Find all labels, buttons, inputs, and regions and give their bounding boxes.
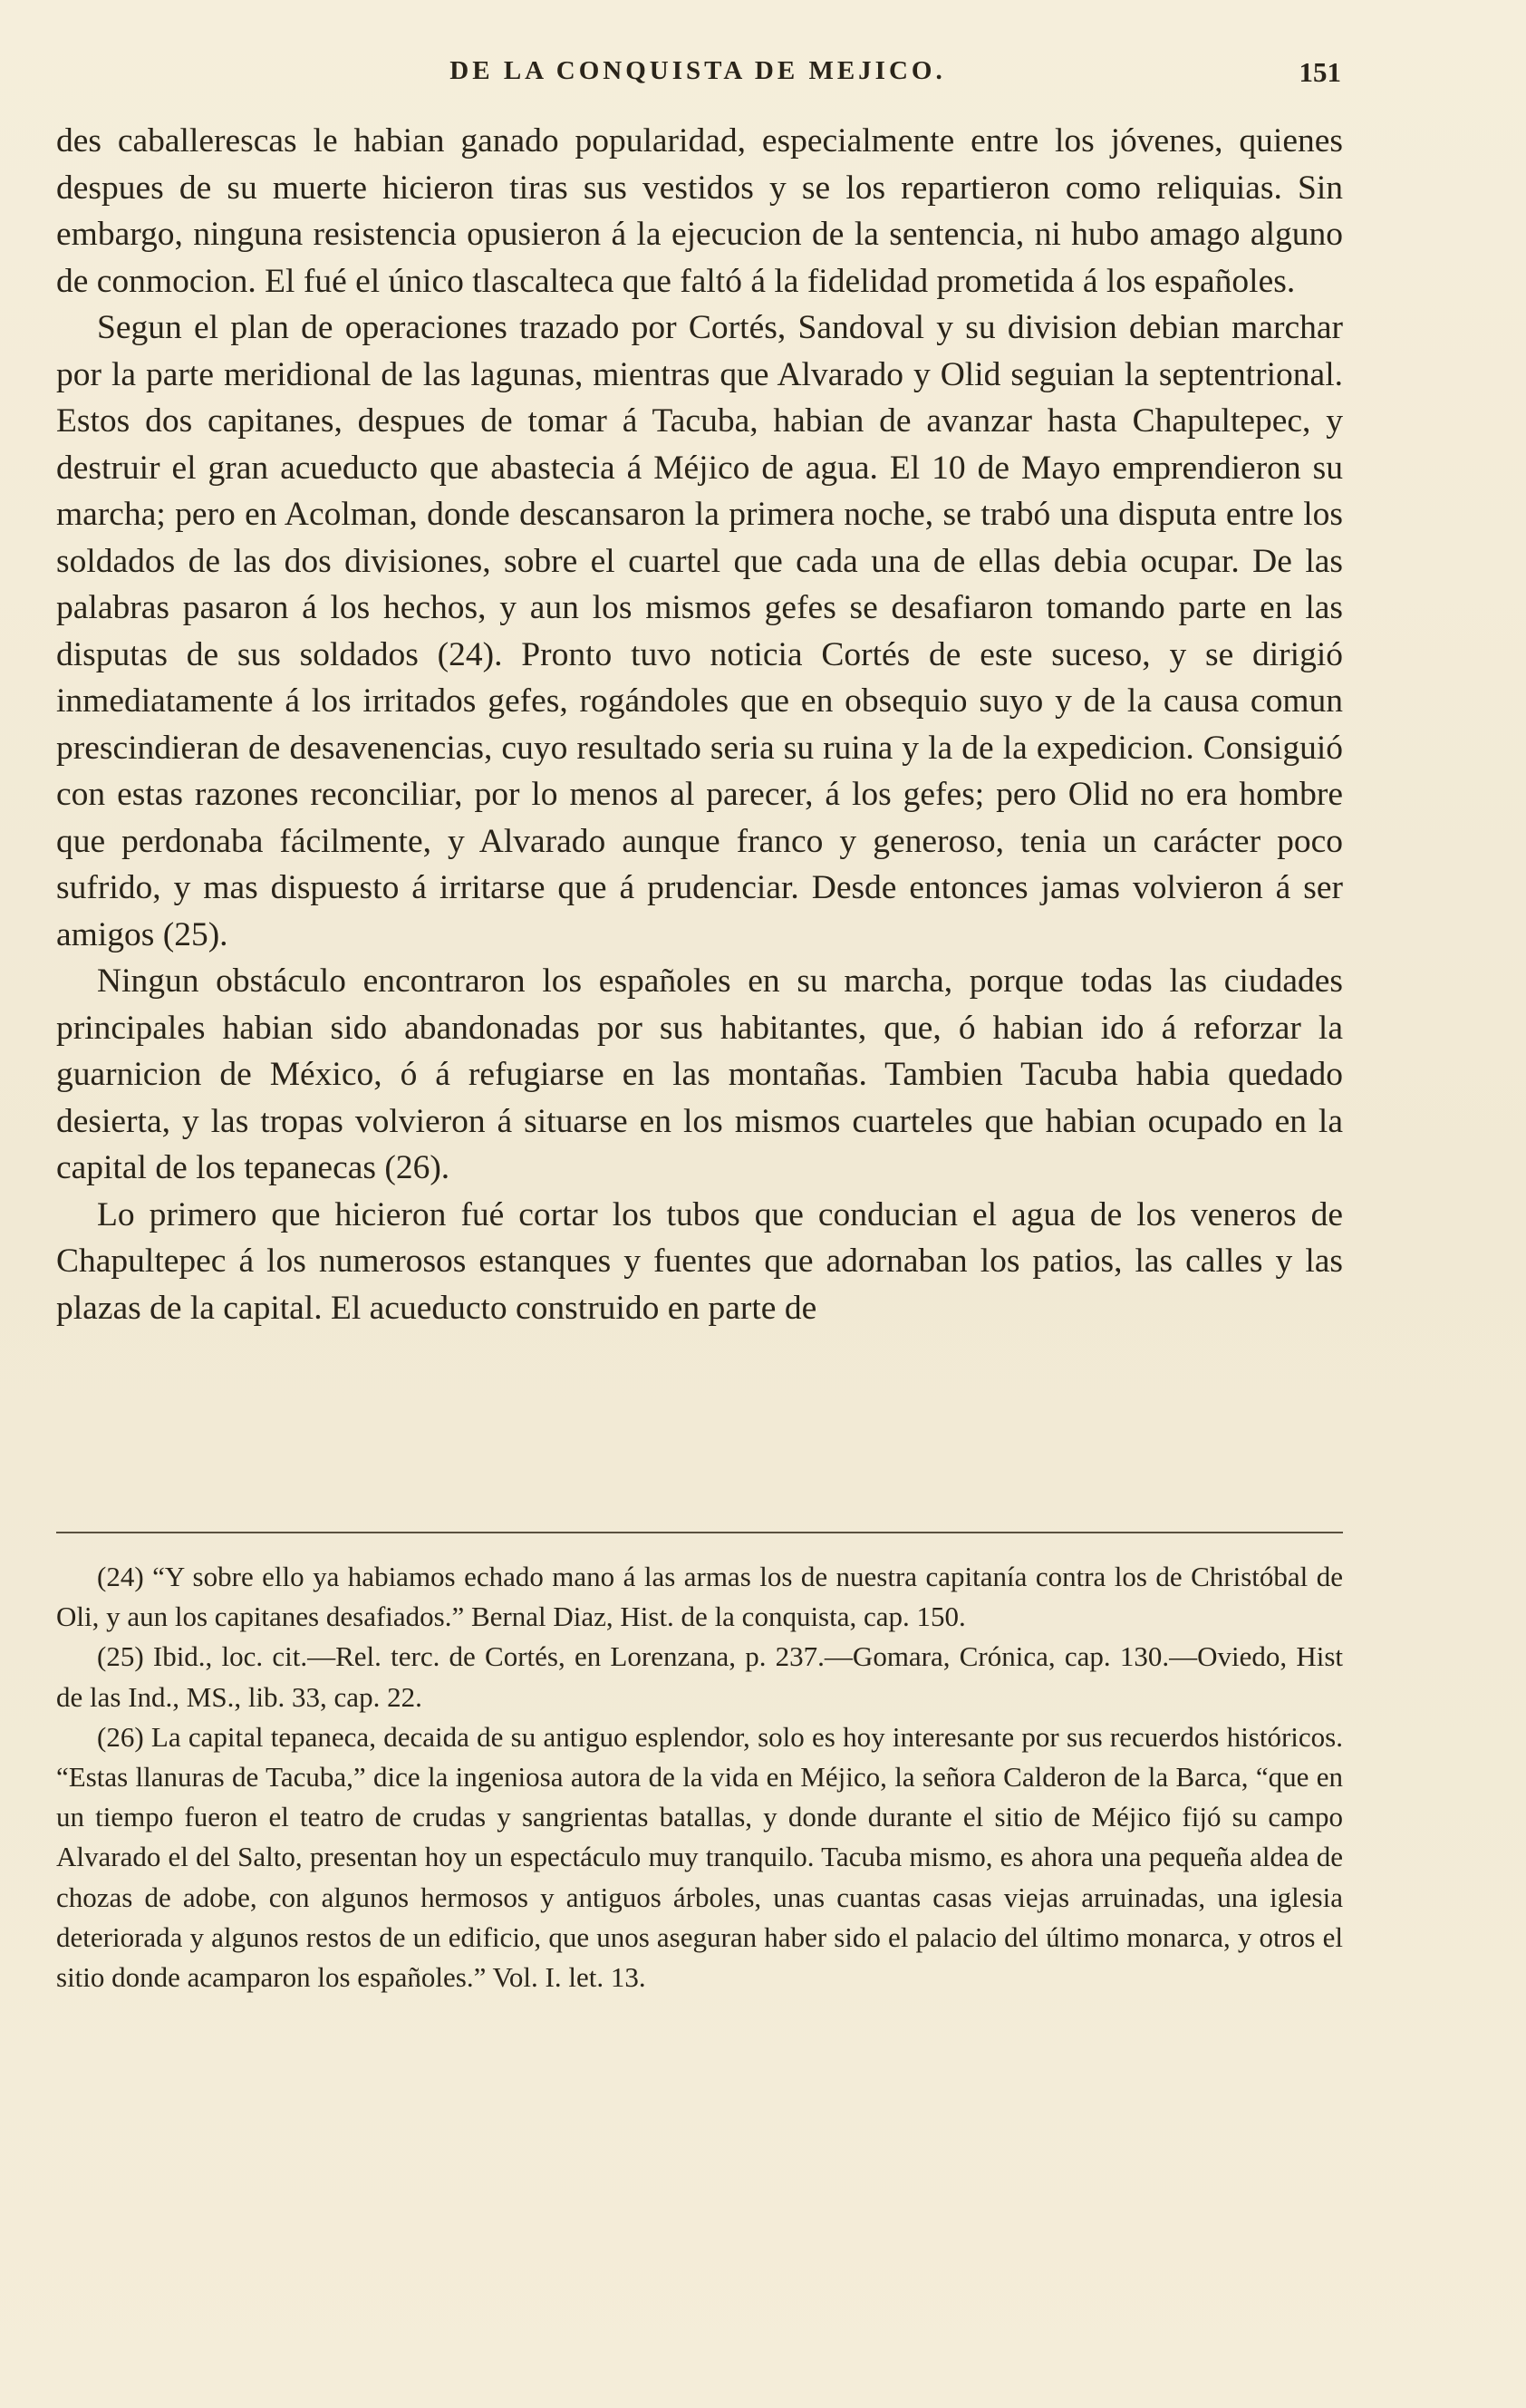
paragraph-marcha: Ningun obstáculo encontraron los españoles en su marcha, porque todas las ciudades principales habian sido abandonadas por sus habitantes, que, ó habian ido á reforzar la guarnicion de México, ó á refugiarse en las montañas. Tambien Tacuba habia quedado desierta, y las tropas volvieron á situarse en los mismos cuarteles que habian ocupado en la capital de los tepanecas (26). (56, 962, 1343, 1186)
paragraph-continued: des caballerescas le habian ganado popularidad, especialmente entre los jóvenes, quienes despues de su muerte hicieron tiras sus vestidos y se los repartieron como reliquias. Sin embargo, ninguna resistencia opusieron á la ejecucion de la sentencia, ni hubo amago alguno de conmocion. El fué el único tlascalteca que faltó á la fidelidad prometida á los españoles. (56, 122, 1343, 300)
page-number: 151 (1299, 56, 1341, 88)
running-head (54, 56, 1341, 102)
footnote-26: (26) La capital tepaneca, decaida de su antiguo esplendor, solo es hoy interesante por sus recuerdos históricos. “Estas llanuras de Tacuba,” dice la ingeniosa autora de la vida en Méjico, la señora Calderon de la Barca, “que en un tiempo fueron el teatro de crudas y sangrientas batallas, y donde durante el sitio de Méjico fijó su campo Alvarado el del Salto, presentan hoy un espectáculo muy tranquilo. Tacuba mismo, es ahora una pequeña aldea de chozas de adobe, con algunos hermosos y antiguos árboles, unas cuantas casas viejas arruinadas, una iglesia deteriorada y algunos restos de un edificio, que unos aseguran haber sido el palacio del último monarca, y otros el sitio donde acamparon los españoles.” Vol. I. let. 13. (56, 1720, 1343, 1994)
paragraph-plan-operaciones: Segun el plan de operaciones trazado por Cortés, Sandoval y su division debian marchar por la parte meridional de las lagunas, mientras que Alvarado y Olid seguian la septentrional. Estos dos capitanes, despues de tomar á Tacuba, habian de avanzar hasta Chapultepec, y destruir el gran acueducto que abastecia á Méjico de agua. El 10 de Mayo emprendieron su marcha; pero en Acolman, donde descansaron la primera noche, se trabó una disputa entre los soldados de las dos divisiones, sobre el cuartel que cada una de ellas debia ocupar. De las palabras pasaron á los hechos, y aun los mismos gefes se desafiaron tomando parte en las disputas de sus soldados (24). Pronto tuvo noticia Cortés de este suceso, y se dirigió inmediatamente á los irritados gefes, rogándoles que en obsequio suyo y de la causa comun prescindieran de desavenencias, cuyo resultado seria su ruina y la de la expedicion. Consiguió con estas razones reconciliar, por lo menos al parecer, á los gefes; pero Olid no era hombre que perdonaba fácilmente, y Alvarado aunque franco y generoso, tenia un carácter poco sufrido, y mas dispuesto á irritarse que á prudenciar. Desde entonces jamas volvieron á ser amigos (25). (56, 309, 1343, 953)
footnote-divider (56, 1532, 1343, 1533)
running-title: DE LA CONQUISTA DE MEJICO. (449, 56, 946, 85)
footnote-25: (25) Ibid., loc. cit.—Rel. terc. de Cortés, en Lorenzana, p. 237.—Gomara, Crónica, cap. 130.—Oviedo, Hist de las Ind., MS., lib. 33, cap. 22. (56, 1640, 1343, 1713)
footnotes (56, 1557, 1343, 1997)
footnote-24: (24) “Y sobre ello ya habiamos echado mano á las armas los de nuestra capitanía contra los de Christóbal de Oli, y aun los capitanes desafiados.” Bernal Diaz, Hist. de la conquista, cap. 150. (56, 1561, 1343, 1633)
paragraph-acueducto: Lo primero que hicieron fué cortar los tubos que conducian el agua de los veneros de Chapultepec á los numerosos estanques y fuentes que adornaban los patios, las calles y las plazas de la capital. El acueducto construido en parte de (56, 1195, 1343, 1327)
main-text (56, 118, 1343, 1331)
